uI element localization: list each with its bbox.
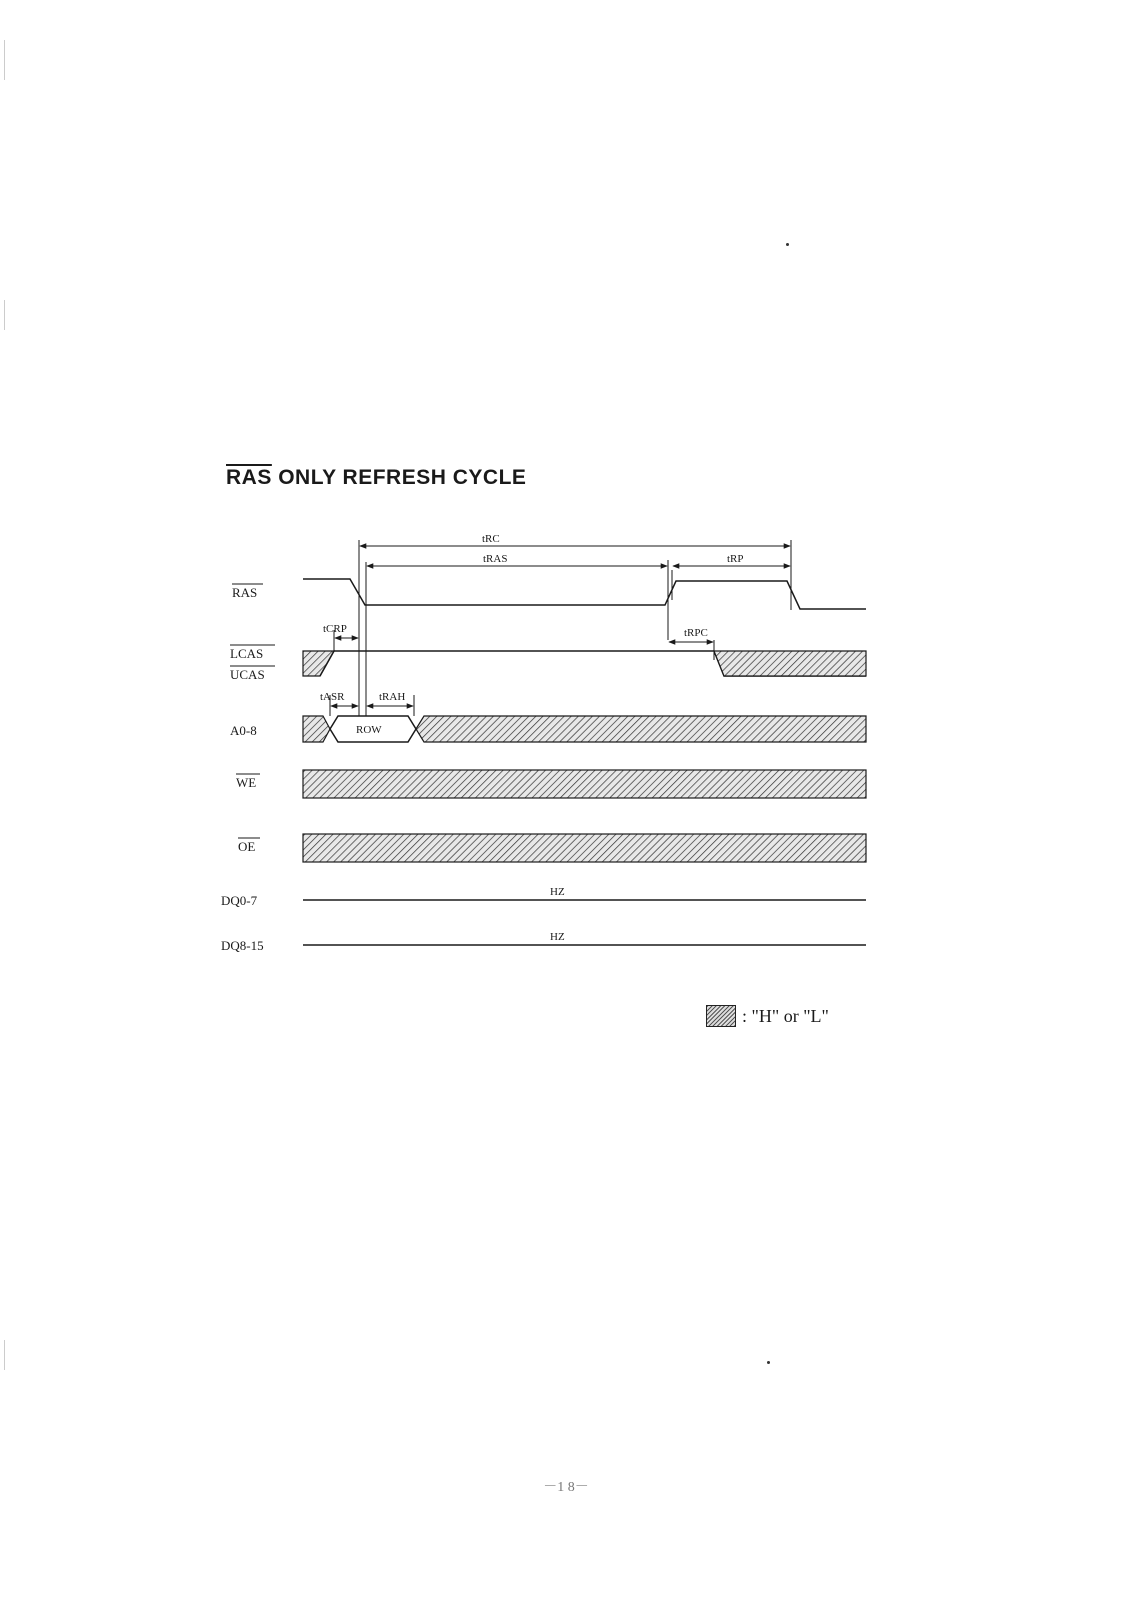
timing-label-trpc: tRPC [684,627,708,639]
title-ras: $\overline{RAS}$ [226,466,272,489]
timing-label-trp: tRP [727,553,744,565]
scan-speck [767,1361,770,1364]
signal-label-oe: OE [238,839,256,854]
timing-label-trc: tRC [482,533,500,545]
legend [706,1005,829,1027]
addr-hatch-start [303,716,330,742]
page-number: －1 8－ [543,1480,589,1495]
scan-speck [786,243,789,246]
cas-hatch-end [714,651,866,676]
signal-label-lcas: LCAS [230,646,264,661]
signal-label-ucas: UCAS [230,667,265,682]
timing-label-tcrp: tCRP [323,623,347,635]
scan-margin-mark [4,1340,5,1370]
hatch-swatch-icon [706,1005,736,1027]
scan-margin-mark [4,40,5,80]
title-rest: ONLY REFRESH CYCLE [278,466,527,489]
bus-label-hz-low: HZ [550,886,565,898]
signal-label-we: WE [236,775,257,790]
bus-label-row: ROW [356,724,382,736]
cas-hatch-start [303,651,334,676]
legend-text: : "H" or "L" [742,1005,829,1026]
timing-label-tasr: tASR [320,691,345,703]
timing-label-tras: tRAS [483,553,508,565]
bus-label-hz-high: HZ [550,931,565,943]
signal-label-ras: RAS [232,585,258,600]
signal-label-addr: A0-8 [230,723,257,738]
oe-dont-care [303,834,866,862]
addr-hatch-end [416,716,866,742]
ras-waveform [303,579,866,609]
we-dont-care [303,770,866,798]
signal-label-dq-high: DQ8-15 [221,938,264,953]
scan-margin-mark [4,300,5,330]
signal-label-dq-low: DQ0-7 [221,893,258,908]
timing-label-trah: tRAH [379,691,406,703]
